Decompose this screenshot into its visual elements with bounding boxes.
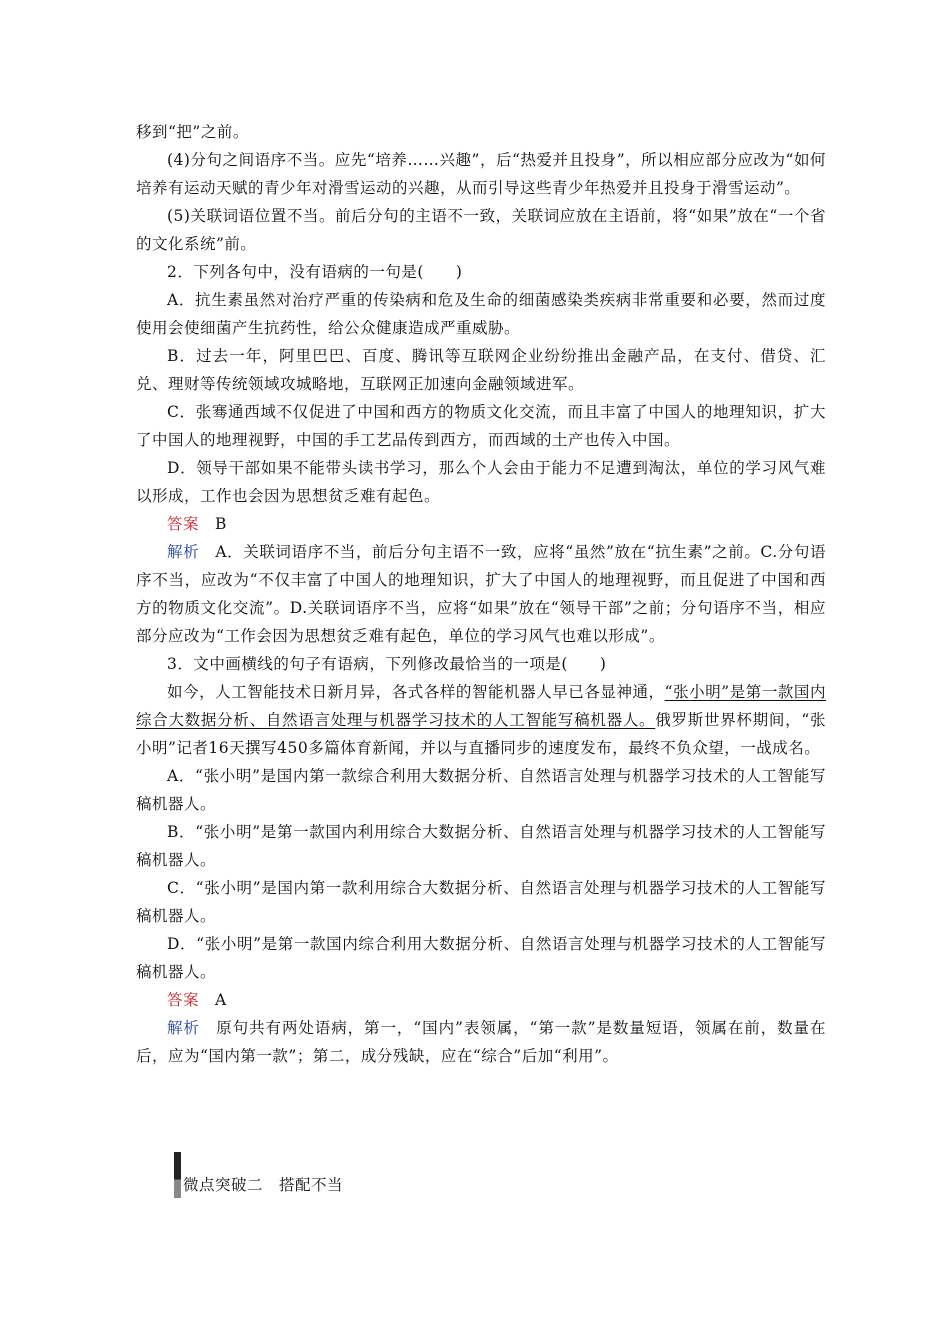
question-3-answer xyxy=(136,986,826,1014)
question-3-stem: 3．文中画横线的句子有语病，下列修改最恰当的一项是( ) xyxy=(167,655,607,673)
answer-label: 答案 xyxy=(167,991,200,1009)
question-3-passage xyxy=(136,678,826,762)
question-2-analysis xyxy=(136,538,826,650)
question-3-analysis xyxy=(136,1014,826,1070)
analysis-text: A．关联词语序不当，前后分句主语不一致，应将“虽然”放在“抗生素”之前。C.分句语序不当，应改为“不仅丰富了中国人的地理知识，扩大了中国人的地理视野，而且促进了中国和西方的物质文化交流”。D.关联词语序不当，应将“如果”放在“领导干部”之前；分句语序不当，相应部分应改为“工作会因为思想贫乏难有起色，单位的学习风气也难以形成”。 xyxy=(136,543,826,645)
document-body xyxy=(136,118,826,1070)
paragraph-item-4: (4)分句之间语序不当。应先“培养……兴趣”，后“热爱并且投身”，所以相应部分应改为“如何培养有运动天赋的青少年对滑雪运动的兴趣，从而引导这些青少年热爱并且投身于滑雪运动”。 xyxy=(136,151,826,197)
section-title: 微点突破二 搭配不当 xyxy=(183,1176,344,1194)
section-heading xyxy=(174,1152,343,1198)
passage-post: 俄罗斯世界杯期间，“张小明”记者16天撰写450多篇体育新闻，并以与直播同步的速度发布，最终不负众望，一战成名。 xyxy=(136,711,826,757)
passage-underlined-sentence: “张小明”是第一款国内综合大数据分析、自然语言处理与机器学习技术的人工智能写稿机器人。 xyxy=(136,683,826,729)
paragraph-continuation: 移到“把”之前。 xyxy=(136,123,249,141)
question-2-option-c: C．张骞通西域不仅促进了中国和西方的物质文化交流，而且丰富了中国人的地理知识，扩大了中国人的地理视野，中国的手工艺品传到西方，而西域的土产也传入中国。 xyxy=(136,403,826,449)
question-3-option-a: A．“张小明”是国内第一款综合利用大数据分析、自然语言处理与机器学习技术的人工智能写稿机器人。 xyxy=(136,767,826,813)
paragraph-item-5: (5)关联词语位置不当。前后分句的主语不一致，关联词应放在主语前，将“如果”放在“一个省的文化系统”前。 xyxy=(136,207,826,253)
question-2-stem: 2．下列各句中，没有语病的一句是( ) xyxy=(167,263,463,281)
analysis-label: 解析 xyxy=(167,1019,200,1037)
passage-pre: 如今，人工智能技术日新月异，各式各样的智能机器人早已各显神通， xyxy=(167,683,665,701)
answer-label: 答案 xyxy=(167,515,200,533)
answer-value: B xyxy=(199,515,227,533)
question-2-option-b: B．过去一年，阿里巴巴、百度、腾讯等互联网企业纷纷推出金融产品，在支付、借贷、汇兑、理财等传统领域攻城略地，互联网正加速向金融领域进军。 xyxy=(136,347,826,393)
question-3-option-b: B．“张小明”是第一款国内利用综合大数据分析、自然语言处理与机器学习技术的人工智能写稿机器人。 xyxy=(136,823,826,869)
question-3-option-d: D．“张小明”是第一款国内综合利用大数据分析、自然语言处理与机器学习技术的人工智能写稿机器人。 xyxy=(136,935,826,981)
question-3-option-c: C．“张小明”是国内第一款利用综合大数据分析、自然语言处理与机器学习技术的人工智能写稿机器人。 xyxy=(136,879,826,925)
question-2-option-d: D．领导干部如果不能带头读书学习，那么个人会由于能力不足遭到淘汰，单位的学习风气难以形成，工作也会因为思想贫乏难有起色。 xyxy=(136,459,826,505)
section-marker-bar xyxy=(174,1152,181,1198)
question-2-answer xyxy=(136,510,826,538)
analysis-label: 解析 xyxy=(167,543,200,561)
answer-value: A xyxy=(199,991,227,1009)
analysis-text: 原句共有两处语病，第一，“国内”表领属，“第一款”是数量短语，领属在前，数量在后，应为“国内第一款”；第二，成分残缺，应在“综合”后加“利用”。 xyxy=(136,1019,826,1065)
question-2-option-a: A．抗生素虽然对治疗严重的传染病和危及生命的细菌感染类疾病非常重要和必要，然而过度使用会使细菌产生抗药性，给公众健康造成严重威胁。 xyxy=(136,291,826,337)
